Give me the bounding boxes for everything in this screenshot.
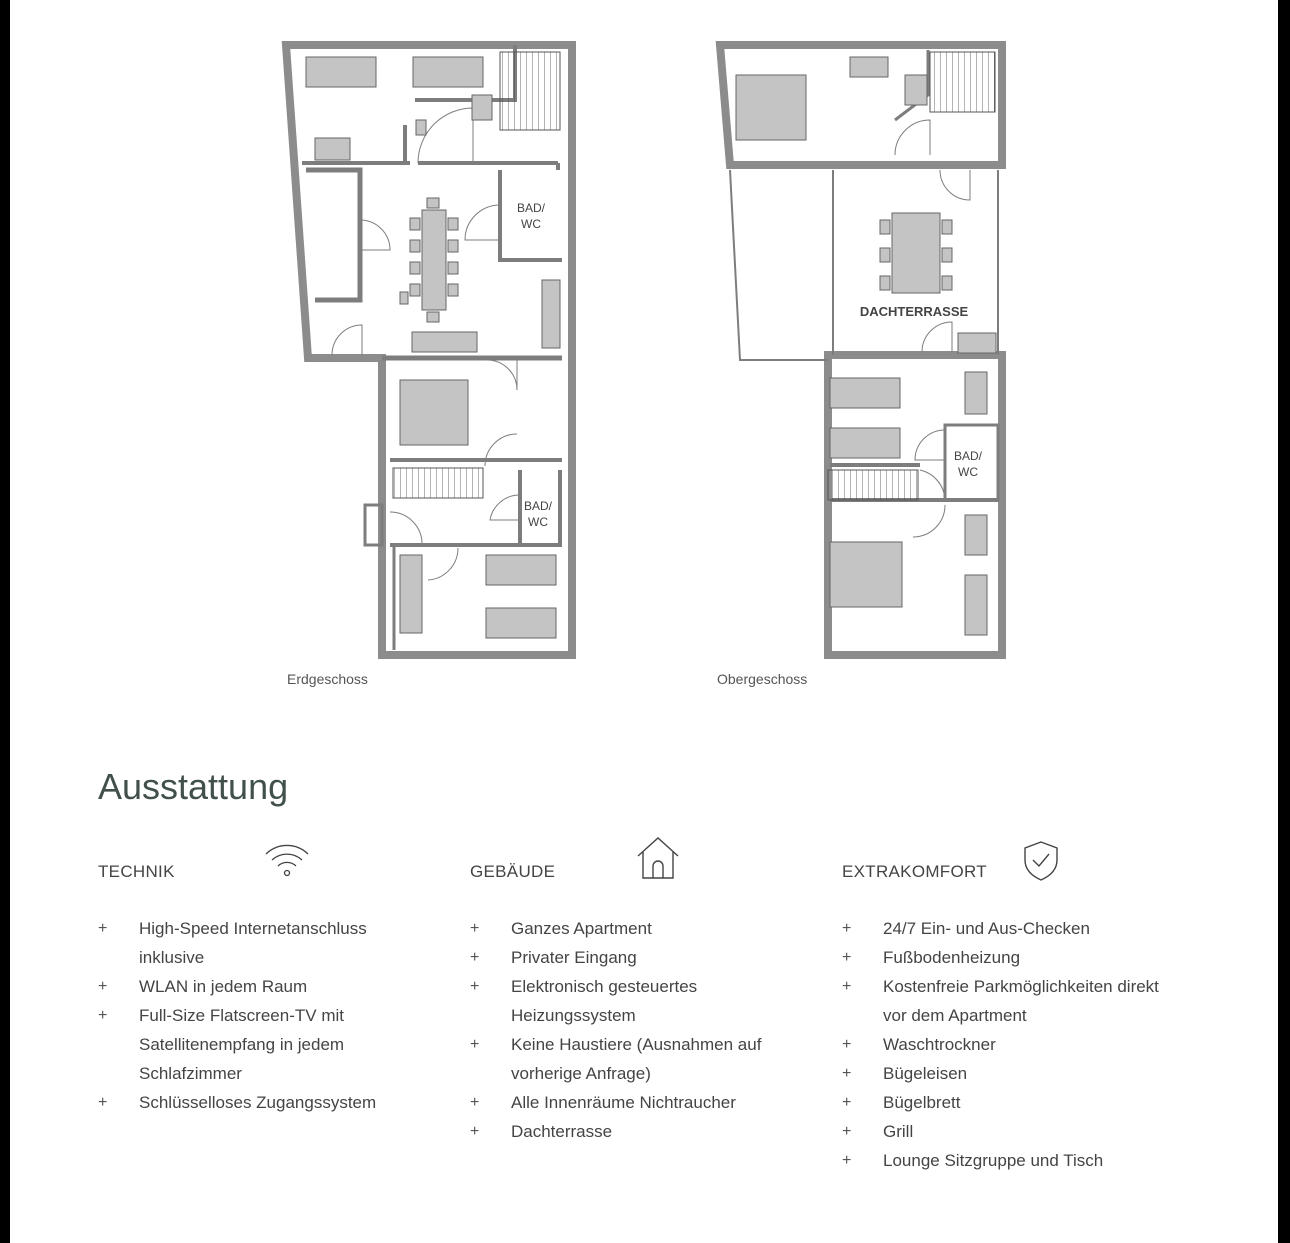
plus-bullet: +: [470, 978, 480, 995]
shield-check-icon: [1022, 840, 1060, 882]
column-heading: EXTRAKOMFORT: [842, 862, 987, 881]
column-heading: GEBÄUDE: [470, 862, 556, 881]
feature-item: [842, 1117, 1222, 1146]
feature-text: WLAN in jedem Raum: [139, 977, 308, 996]
feature-text: Full-Size Flatscreen-TV mit: [139, 1006, 344, 1025]
feature-text: 24/7 Ein- und Aus-Checken: [883, 919, 1090, 938]
feature-text: vorherige Anfrage): [511, 1064, 651, 1083]
feature-text: Waschtrockner: [883, 1035, 996, 1054]
feature-item: [842, 1088, 1222, 1117]
column-gebaeude: [470, 840, 830, 1146]
bath-label-line: WC: [958, 465, 978, 479]
plus-bullet: +: [842, 1036, 852, 1053]
plus-bullet: +: [98, 1007, 108, 1024]
feature-item: [98, 1088, 458, 1117]
feature-text: Satellitenempfang in jedem: [139, 1035, 345, 1054]
bath-label-line: WC: [521, 217, 541, 231]
bath-label-line: WC: [528, 515, 548, 529]
feature-item: [842, 1146, 1222, 1175]
column-header: [842, 840, 1222, 890]
plus-bullet: +: [470, 949, 480, 966]
feature-list: [470, 914, 830, 1146]
feature-item: [470, 1117, 830, 1146]
section-title: Ausstattung: [98, 766, 289, 807]
feature-item: [98, 1001, 458, 1088]
feature-item: [470, 943, 830, 972]
feature-text: Elektronisch gesteuertes: [511, 977, 698, 996]
feature-item: [842, 943, 1222, 972]
plus-bullet: +: [98, 1094, 108, 1111]
page: [10, 0, 1278, 1243]
upper-floor-caption: Obergeschoss: [717, 671, 808, 687]
plus-bullet: +: [842, 1123, 852, 1140]
house-icon: [636, 836, 680, 880]
feature-text: inklusive: [139, 948, 205, 967]
feature-list: [98, 914, 458, 1117]
roof-terrace-label: DACHTERRASSE: [859, 304, 969, 319]
feature-item: [842, 1059, 1222, 1088]
upper-floor-furniture: [736, 57, 996, 635]
bath-label-line: BAD/: [523, 499, 553, 513]
feature-item: [98, 914, 458, 972]
plus-bullet: +: [842, 949, 852, 966]
plus-bullet: +: [470, 1123, 480, 1140]
plus-bullet: +: [470, 1036, 480, 1053]
ground-floor-caption: Erdgeschoss: [287, 671, 368, 687]
feature-text: Bügelbrett: [883, 1093, 961, 1112]
feature-text: Schlüsselloses Zugangssystem: [139, 1093, 377, 1112]
feature-item: [98, 972, 458, 1001]
column-heading: TECHNIK: [98, 862, 175, 881]
feature-text: Schlafzimmer: [139, 1064, 242, 1083]
plus-bullet: +: [470, 920, 480, 937]
feature-item: [470, 914, 830, 943]
ground-floor-furniture: [306, 57, 560, 638]
bath-label-line: BAD/: [953, 449, 983, 463]
feature-item: [842, 1030, 1222, 1059]
feature-text: Bügeleisen: [883, 1064, 968, 1083]
feature-text: Lounge Sitzgruppe und Tisch: [883, 1151, 1104, 1170]
feature-item: [470, 1030, 830, 1088]
feature-text: Heizungssystem: [511, 1006, 636, 1025]
ground-floor-bath-1-label: [517, 201, 546, 231]
column-header: [98, 840, 458, 890]
column-header: [470, 840, 830, 890]
feature-text: Dachterrasse: [511, 1122, 613, 1141]
feature-item: [470, 972, 830, 1030]
plus-bullet: +: [98, 920, 108, 937]
plus-bullet: +: [842, 1094, 852, 1111]
upper-floor-bath-label: [954, 449, 983, 479]
feature-list: [842, 914, 1222, 1175]
feature-text: Grill: [883, 1122, 914, 1141]
plus-bullet: +: [842, 920, 852, 937]
feature-text: Fußbodenheizung: [883, 948, 1021, 967]
feature-text: Keine Haustiere (Ausnahmen auf: [511, 1035, 762, 1054]
plus-bullet: +: [842, 1065, 852, 1082]
feature-text: High-Speed Internetanschluss: [139, 919, 367, 938]
plus-bullet: +: [470, 1094, 480, 1111]
feature-item: [842, 914, 1222, 943]
feature-text: Kostenfreie Parkmöglichkeiten direkt: [883, 977, 1159, 996]
plus-bullet: +: [842, 1152, 852, 1169]
column-extrakomfort: [842, 840, 1222, 1175]
plus-bullet: +: [842, 978, 852, 995]
feature-text: vor dem Apartment: [883, 1006, 1027, 1025]
column-technik: [98, 840, 458, 1117]
feature-item: [842, 972, 1222, 1030]
floor-plans: [10, 0, 1278, 700]
bath-label-line: BAD/: [516, 201, 546, 215]
ground-floor-bath-2-label: [524, 499, 553, 529]
feature-text: Privater Eingang: [511, 948, 637, 967]
plus-bullet: +: [98, 978, 108, 995]
feature-item: [470, 1088, 830, 1117]
wifi-icon: [264, 840, 310, 880]
feature-text: Alle Innenräume Nichtraucher: [511, 1093, 736, 1112]
feature-text: Ganzes Apartment: [511, 919, 652, 938]
